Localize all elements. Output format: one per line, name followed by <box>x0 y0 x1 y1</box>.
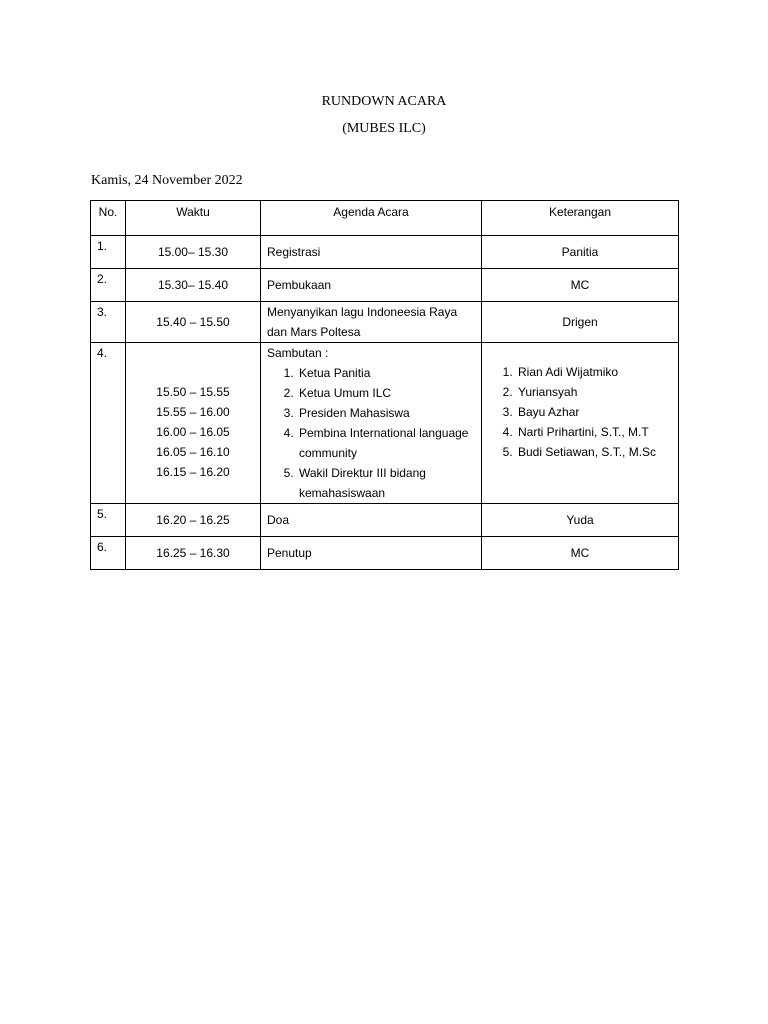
sambutan-keterangan <box>482 343 679 504</box>
row-time: 16.20 – 16.25 <box>126 504 261 537</box>
row-keterangan: Panitia <box>482 236 679 269</box>
list-item: 5. Budi Setiawan, S.T., M.Sc <box>516 442 672 462</box>
header-keterangan: Keterangan <box>482 201 679 236</box>
table-row <box>91 236 679 269</box>
list-item: 4. Pembina International language community <box>297 423 475 463</box>
list-item: 4. Narti Prihartini, S.T., M.T <box>516 422 672 442</box>
row-agenda: Penutup <box>261 537 482 570</box>
list-item: 1. Rian Adi Wijatmiko <box>516 362 672 382</box>
row-no: 6. <box>91 537 126 570</box>
row-no: 3. <box>91 302 126 343</box>
sambutan-time: 16.00 – 16.05 <box>156 425 230 439</box>
row-no: 4. <box>91 343 126 504</box>
sambutan-list <box>267 363 475 503</box>
rundown-table <box>90 200 679 570</box>
row-no: 2. <box>91 269 126 302</box>
list-item: 3. Bayu Azhar <box>516 402 672 422</box>
row-time: 15.00– 15.30 <box>126 236 261 269</box>
sambutan-label: Sambutan : <box>267 346 329 360</box>
table-row <box>91 504 679 537</box>
list-item: 2. Yuriansyah <box>516 382 672 402</box>
list-item: 1. Ketua Panitia <box>297 363 475 383</box>
row-agenda: Pembukaan <box>261 269 482 302</box>
row-keterangan: Yuda <box>482 504 679 537</box>
list-item: 2. Ketua Umum ILC <box>297 383 475 403</box>
sambutan-time: 15.50 – 15.55 <box>156 385 230 399</box>
table-row <box>91 269 679 302</box>
header-time: Waktu <box>126 201 261 236</box>
header-no: No. <box>91 201 126 236</box>
speaker-list <box>488 362 672 462</box>
sambutan-time: 16.15 – 16.20 <box>156 465 230 479</box>
sambutan-time: 15.55 – 16.00 <box>156 405 230 419</box>
list-item: 3. Presiden Mahasiswa <box>297 403 475 423</box>
document-subtitle: (MUBES ILC) <box>342 121 426 136</box>
table-row <box>91 302 679 343</box>
row-no: 1. <box>91 236 126 269</box>
table-header-row <box>91 201 679 236</box>
table-row-sambutan <box>91 343 679 504</box>
row-agenda: Doa <box>261 504 482 537</box>
row-time: 15.30– 15.40 <box>126 269 261 302</box>
header-agenda: Agenda Acara <box>261 201 482 236</box>
row-time: 15.40 – 15.50 <box>126 302 261 343</box>
sambutan-times <box>126 343 261 504</box>
sambutan-agenda <box>261 343 482 504</box>
row-agenda: Menyanyikan lagu Indoneesia Raya dan Mars Poltesa <box>261 302 482 343</box>
event-date: Kamis, 24 November 2022 <box>91 173 243 188</box>
list-item: 5. Wakil Direktur III bidang kemahasiswaan <box>297 463 475 503</box>
table-row <box>91 537 679 570</box>
row-keterangan: MC <box>482 269 679 302</box>
row-keterangan: Drigen <box>482 302 679 343</box>
row-keterangan: MC <box>482 537 679 570</box>
document-title: RUNDOWN ACARA <box>321 94 447 109</box>
row-time: 16.25 – 16.30 <box>126 537 261 570</box>
row-agenda: Registrasi <box>261 236 482 269</box>
row-no: 5. <box>91 504 126 537</box>
sambutan-time: 16.05 – 16.10 <box>156 445 230 459</box>
